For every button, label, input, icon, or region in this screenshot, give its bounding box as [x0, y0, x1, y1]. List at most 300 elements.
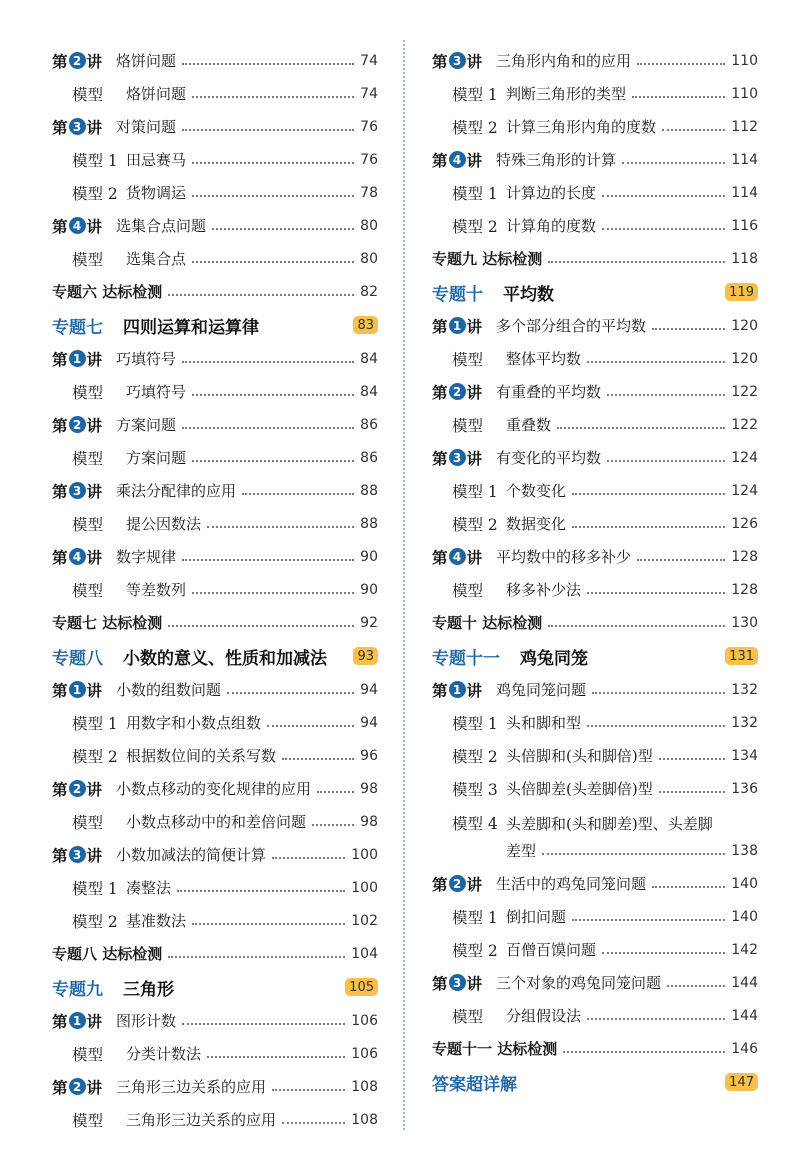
dot-leader	[192, 923, 345, 925]
test-entry[interactable]	[432, 242, 758, 275]
lecture-entry[interactable]	[52, 342, 378, 375]
page-number: 114	[731, 184, 758, 201]
page-number: 116	[731, 217, 758, 234]
entry-title: 小数加减法的简便计算	[116, 846, 267, 864]
page-number: 100	[351, 846, 378, 863]
page-number: 136	[731, 780, 758, 797]
entry-title: 计算三角形内角的度数	[506, 118, 657, 136]
lecture-suffix: 讲	[466, 875, 483, 894]
lecture-suffix: 讲	[86, 52, 103, 71]
page-number: 80	[360, 217, 378, 234]
page-number: 112	[731, 118, 758, 135]
lecture-suffix: 讲	[466, 52, 483, 71]
page-number: 110	[731, 52, 758, 69]
model-label: 模型 2	[452, 941, 498, 960]
lecture-entry[interactable]	[52, 110, 378, 143]
page-number: 144	[731, 1007, 758, 1024]
lecture-suffix: 讲	[86, 217, 103, 236]
lecture-number-icon: 4	[449, 548, 466, 565]
lecture-entry[interactable]	[432, 540, 758, 573]
page-number: 82	[360, 283, 378, 300]
page-number: 120	[731, 350, 758, 367]
lecture-entry[interactable]	[52, 1070, 378, 1103]
lecture-label	[52, 480, 116, 502]
entry-title: 专题六 达标检测	[52, 283, 163, 301]
entry-title: 生活中的鸡兔同笼问题	[496, 875, 647, 893]
test-entry[interactable]	[52, 606, 378, 639]
model-entry[interactable]	[432, 110, 758, 143]
entry-title: 平均数中的移多补少	[496, 548, 632, 566]
page-badge: 105	[345, 978, 378, 996]
page-number: 132	[731, 681, 758, 698]
model-label: 模型	[72, 813, 104, 832]
model-label: 模型	[452, 416, 484, 435]
page-number: 86	[360, 416, 378, 433]
dot-leader	[182, 63, 354, 65]
entry-title: 三角形三边关系的应用	[126, 1111, 277, 1129]
lecture-suffix: 讲	[86, 1012, 103, 1031]
dot-leader	[177, 890, 345, 892]
dot-leader	[572, 526, 725, 528]
lecture-number-icon: 3	[449, 449, 466, 466]
model-entry[interactable]	[52, 441, 378, 474]
entry-title: 三角形三边关系的应用	[116, 1078, 267, 1096]
dot-leader	[557, 427, 725, 429]
test-entry[interactable]	[432, 1032, 758, 1065]
topic-heading[interactable]	[52, 308, 378, 342]
lecture-number-icon: 4	[69, 217, 86, 234]
dot-leader	[667, 985, 725, 987]
page-number: 108	[351, 1078, 378, 1095]
page-number: 140	[731, 908, 758, 925]
lecture-entry[interactable]	[432, 441, 758, 474]
lecture-number-icon: 4	[69, 548, 86, 565]
model-entry-continued[interactable]	[432, 834, 758, 867]
entry-title: 选集合点问题	[116, 217, 207, 235]
test-entry[interactable]	[52, 275, 378, 308]
lecture-entry[interactable]	[52, 474, 378, 507]
dot-leader	[563, 1051, 725, 1053]
entry-title: 专题七 达标检测	[52, 614, 163, 632]
lecture-entry[interactable]	[432, 673, 758, 706]
lecture-prefix: 第	[52, 681, 68, 700]
model-entry[interactable]	[52, 242, 378, 275]
entry-title: 计算边的长度	[506, 184, 597, 202]
dot-leader	[212, 228, 354, 230]
page-number: 122	[731, 416, 758, 433]
model-entry[interactable]	[52, 143, 378, 176]
dot-leader	[182, 361, 354, 363]
lecture-label	[432, 50, 496, 72]
entry-title: 对策问题	[116, 118, 177, 136]
lecture-prefix: 第	[52, 217, 68, 236]
page-number: 130	[731, 614, 758, 631]
lecture-entry[interactable]	[52, 673, 378, 706]
entry-title: 图形计数	[116, 1012, 177, 1030]
dot-leader	[207, 1056, 345, 1058]
topic-name: 小数的意义、性质和加减法	[123, 648, 327, 669]
page-number: 74	[360, 85, 378, 102]
lecture-entry[interactable]	[432, 375, 758, 408]
page-number: 98	[360, 780, 378, 797]
entry-title: 乘法分配律的应用	[116, 482, 237, 500]
dot-leader	[192, 592, 354, 594]
page-number: 110	[731, 85, 758, 102]
answer-section[interactable]	[432, 1065, 758, 1099]
model-label: 模型 2	[452, 118, 498, 137]
lecture-suffix: 讲	[86, 118, 103, 137]
dot-leader	[282, 758, 354, 760]
page-badge: 83	[353, 316, 378, 334]
page-badge: 131	[725, 647, 758, 665]
model-label: 模型	[72, 85, 104, 104]
page-number: 126	[731, 515, 758, 532]
entry-title: 数据变化	[506, 515, 567, 533]
dot-leader	[182, 427, 354, 429]
lecture-label	[432, 972, 496, 994]
model-entry[interactable]	[52, 739, 378, 772]
lecture-prefix: 第	[52, 52, 68, 71]
model-entry[interactable]	[432, 772, 758, 805]
model-label: 模型 1	[452, 714, 498, 733]
topic-heading[interactable]	[432, 275, 758, 309]
page-number: 94	[360, 681, 378, 698]
lecture-suffix: 讲	[466, 681, 483, 700]
entry-title: 分组假设法	[506, 1007, 582, 1025]
test-entry[interactable]	[432, 606, 758, 639]
model-label: 模型 3	[452, 780, 498, 799]
lecture-label	[52, 679, 116, 701]
model-label: 模型	[72, 1111, 104, 1130]
entry-title: 移多补少法	[506, 581, 582, 599]
dot-leader	[607, 394, 725, 396]
dot-leader	[182, 129, 354, 131]
dot-leader	[542, 853, 725, 855]
model-label: 模型 1	[452, 184, 498, 203]
dot-leader	[192, 96, 354, 98]
page-number: 134	[731, 747, 758, 764]
entry-title: 头差脚和(头和脚差)型、头差脚	[506, 815, 713, 833]
model-label: 模型	[452, 1007, 484, 1026]
lecture-entry[interactable]	[52, 772, 378, 805]
dot-leader	[548, 261, 725, 263]
dot-leader	[602, 952, 725, 954]
lecture-number-icon: 2	[449, 383, 466, 400]
entry-title: 等差数列	[126, 581, 187, 599]
model-entry[interactable]	[432, 900, 758, 933]
page-number: 94	[360, 714, 378, 731]
entry-title: 巧填符号	[126, 383, 187, 401]
entry-title: 巧填符号	[116, 350, 177, 368]
page-number: 88	[360, 482, 378, 499]
dot-leader	[282, 1122, 345, 1124]
lecture-number-icon: 1	[69, 681, 86, 698]
lecture-number-icon: 2	[69, 52, 86, 69]
model-entry[interactable]	[432, 739, 758, 772]
dot-leader	[632, 96, 725, 98]
lecture-suffix: 讲	[86, 548, 103, 567]
model-entry[interactable]	[432, 573, 758, 606]
page-badge: 147	[725, 1073, 758, 1091]
entry-title: 特殊三角形的计算	[496, 151, 617, 169]
dot-leader	[587, 1018, 725, 1020]
dot-leader	[312, 824, 354, 826]
dot-leader	[272, 857, 345, 859]
dot-leader	[602, 228, 725, 230]
model-label: 模型 2	[72, 747, 118, 766]
model-entry[interactable]	[432, 706, 758, 739]
lecture-suffix: 讲	[86, 416, 103, 435]
lecture-entry[interactable]	[52, 209, 378, 242]
model-label: 模型	[72, 581, 104, 600]
entry-title: 货物调运	[126, 184, 187, 202]
entry-title: 头倍脚差(头差脚倍)型	[506, 780, 653, 798]
dot-leader	[182, 559, 354, 561]
page-number: 120	[731, 317, 758, 334]
dot-leader	[242, 493, 354, 495]
model-entry[interactable]	[432, 209, 758, 242]
toc-column-left	[52, 44, 378, 1136]
model-label: 模型	[452, 350, 484, 369]
dot-leader	[227, 692, 354, 694]
lecture-number-icon: 1	[449, 681, 466, 698]
entry-title: 多个部分组合的平均数	[496, 317, 647, 335]
entry-title: 百僧百馍问题	[506, 941, 597, 959]
lecture-number-icon: 1	[449, 317, 466, 334]
entry-title: 田忌赛马	[126, 151, 187, 169]
lecture-prefix: 第	[432, 875, 448, 894]
page-number: 106	[351, 1012, 378, 1029]
topic-number: 专题九	[52, 979, 103, 1000]
model-entry[interactable]	[52, 507, 378, 540]
dot-leader	[192, 261, 354, 263]
dot-leader	[192, 460, 354, 462]
entry-title: 用数字和小数点组数	[126, 714, 262, 732]
lecture-number-icon: 2	[69, 780, 86, 797]
entry-title: 专题八 达标检测	[52, 945, 163, 963]
page-number: 122	[731, 383, 758, 400]
model-entry[interactable]	[52, 1037, 378, 1070]
page-number: 90	[360, 548, 378, 565]
lecture-prefix: 第	[432, 52, 448, 71]
model-label: 模型	[72, 1045, 104, 1064]
model-label: 模型 1	[72, 879, 118, 898]
model-entry[interactable]	[432, 805, 758, 834]
lecture-suffix: 讲	[466, 383, 483, 402]
dot-leader	[592, 692, 725, 694]
page-number: 102	[351, 912, 378, 929]
page-number: 124	[731, 449, 758, 466]
dot-leader	[652, 886, 725, 888]
dot-leader	[637, 63, 725, 65]
model-entry[interactable]	[432, 474, 758, 507]
model-label: 模型 1	[72, 151, 118, 170]
lecture-label	[432, 381, 496, 403]
answer-title: 答案超详解	[432, 1074, 517, 1095]
lecture-number-icon: 3	[449, 974, 466, 991]
model-entry[interactable]	[432, 999, 758, 1032]
page-badge: 119	[725, 283, 758, 301]
entry-title: 数字规律	[116, 548, 177, 566]
page-number: 124	[731, 482, 758, 499]
dot-leader	[548, 625, 725, 627]
entry-title: 鸡兔同笼问题	[496, 681, 587, 699]
lecture-number-icon: 3	[69, 482, 86, 499]
lecture-prefix: 第	[52, 1012, 68, 1031]
topic-name: 平均数	[503, 284, 554, 305]
entry-title: 专题九 达标检测	[432, 250, 543, 268]
lecture-label	[432, 679, 496, 701]
page-number: 92	[360, 614, 378, 631]
page-number: 140	[731, 875, 758, 892]
model-entry[interactable]	[432, 77, 758, 110]
topic-number: 专题七	[52, 317, 103, 338]
lecture-prefix: 第	[52, 482, 68, 501]
lecture-number-icon: 1	[69, 1012, 86, 1029]
dot-leader	[659, 791, 726, 793]
dot-leader	[267, 725, 354, 727]
page-number: 114	[731, 151, 758, 168]
topic-name: 鸡兔同笼	[520, 648, 588, 669]
lecture-label	[432, 149, 496, 171]
model-entry[interactable]	[52, 573, 378, 606]
lecture-entry[interactable]	[52, 838, 378, 871]
model-entry[interactable]	[52, 77, 378, 110]
dot-leader	[652, 328, 725, 330]
lecture-suffix: 讲	[86, 1078, 103, 1097]
page-number: 106	[351, 1045, 378, 1062]
page-number: 128	[731, 581, 758, 598]
dot-leader	[192, 162, 354, 164]
dot-leader	[622, 162, 725, 164]
entry-title-continued: 差型	[506, 842, 537, 860]
lecture-label	[52, 1076, 116, 1098]
lecture-suffix: 讲	[466, 974, 483, 993]
model-label: 模型 2	[452, 515, 498, 534]
topic-heading[interactable]	[52, 639, 378, 673]
topic-number: 专题八	[52, 648, 103, 669]
lecture-label	[52, 215, 116, 237]
model-label: 模型	[452, 581, 484, 600]
dot-leader	[607, 460, 725, 462]
page-number: 128	[731, 548, 758, 565]
page-number: 98	[360, 813, 378, 830]
entry-title: 有重叠的平均数	[496, 383, 602, 401]
lecture-suffix: 讲	[466, 151, 483, 170]
topic-number: 专题十	[432, 284, 483, 305]
lecture-entry[interactable]	[432, 309, 758, 342]
lecture-entry[interactable]	[432, 44, 758, 77]
lecture-entry[interactable]	[52, 408, 378, 441]
entry-title: 小数的组数问题	[116, 681, 222, 699]
lecture-entry[interactable]	[432, 867, 758, 900]
dot-leader	[662, 129, 725, 131]
entry-title: 选集合点	[126, 250, 187, 268]
lecture-entry[interactable]	[52, 44, 378, 77]
model-entry[interactable]	[432, 507, 758, 540]
entry-title: 分类计数法	[126, 1045, 202, 1063]
model-entry[interactable]	[52, 904, 378, 937]
entry-title: 三角形内角和的应用	[496, 52, 632, 70]
lecture-number-icon: 1	[69, 350, 86, 367]
model-label: 模型 1	[452, 908, 498, 927]
lecture-suffix: 讲	[86, 681, 103, 700]
lecture-entry[interactable]	[432, 966, 758, 999]
entry-title: 头和脚和型	[506, 714, 582, 732]
model-entry[interactable]	[52, 706, 378, 739]
entry-title: 小数点移动的变化规律的应用	[116, 780, 312, 798]
topic-number: 专题十一	[432, 648, 500, 669]
lecture-prefix: 第	[52, 350, 68, 369]
dot-leader	[659, 758, 726, 760]
lecture-number-icon: 2	[69, 416, 86, 433]
dot-leader	[572, 493, 725, 495]
dot-leader	[168, 956, 345, 958]
entry-title: 方案问题	[116, 416, 177, 434]
page-number: 142	[731, 941, 758, 958]
model-label: 模型 2	[452, 747, 498, 766]
model-entry[interactable]	[432, 176, 758, 209]
model-entry[interactable]	[432, 933, 758, 966]
entry-title: 三个对象的鸡兔同笼问题	[496, 974, 662, 992]
page-number: 118	[731, 250, 758, 267]
lecture-number-icon: 3	[69, 118, 86, 135]
lecture-prefix: 第	[432, 449, 448, 468]
dot-leader	[168, 294, 354, 296]
lecture-number-icon: 3	[69, 846, 86, 863]
entry-title: 头倍脚和(头和脚倍)型	[506, 747, 653, 765]
model-label: 模型	[72, 250, 104, 269]
model-label: 模型 1	[452, 85, 498, 104]
model-entry[interactable]	[52, 1103, 378, 1136]
topic-name: 三角形	[123, 979, 174, 1000]
page-number: 86	[360, 449, 378, 466]
topic-name: 四则运算和运算律	[123, 317, 259, 338]
lecture-number-icon: 3	[449, 52, 466, 69]
dot-leader	[587, 592, 725, 594]
page-number: 84	[360, 383, 378, 400]
dot-leader	[587, 725, 725, 727]
test-entry[interactable]	[52, 937, 378, 970]
model-entry[interactable]	[52, 805, 378, 838]
model-entry[interactable]	[432, 342, 758, 375]
model-label: 模型 2	[72, 912, 118, 931]
entry-title: 凑整法	[126, 879, 172, 897]
model-entry[interactable]	[52, 871, 378, 904]
page-number: 74	[360, 52, 378, 69]
lecture-prefix: 第	[432, 317, 448, 336]
lecture-label	[432, 546, 496, 568]
model-label: 模型 4	[452, 815, 498, 833]
dot-leader	[637, 559, 725, 561]
topic-heading[interactable]	[432, 639, 758, 673]
lecture-entry[interactable]	[52, 540, 378, 573]
lecture-number-icon: 4	[449, 151, 466, 168]
model-entry[interactable]	[52, 375, 378, 408]
lecture-suffix: 讲	[86, 350, 103, 369]
lecture-label	[52, 414, 116, 436]
model-entry[interactable]	[52, 176, 378, 209]
entry-title: 专题十一 达标检测	[432, 1040, 558, 1058]
lecture-prefix: 第	[432, 151, 448, 170]
lecture-entry[interactable]	[432, 143, 758, 176]
model-entry[interactable]	[432, 408, 758, 441]
toc-column-right	[432, 44, 758, 1099]
topic-heading[interactable]	[52, 970, 378, 1004]
lecture-number-icon: 2	[69, 1078, 86, 1095]
page-number: 100	[351, 879, 378, 896]
lecture-entry[interactable]	[52, 1004, 378, 1037]
